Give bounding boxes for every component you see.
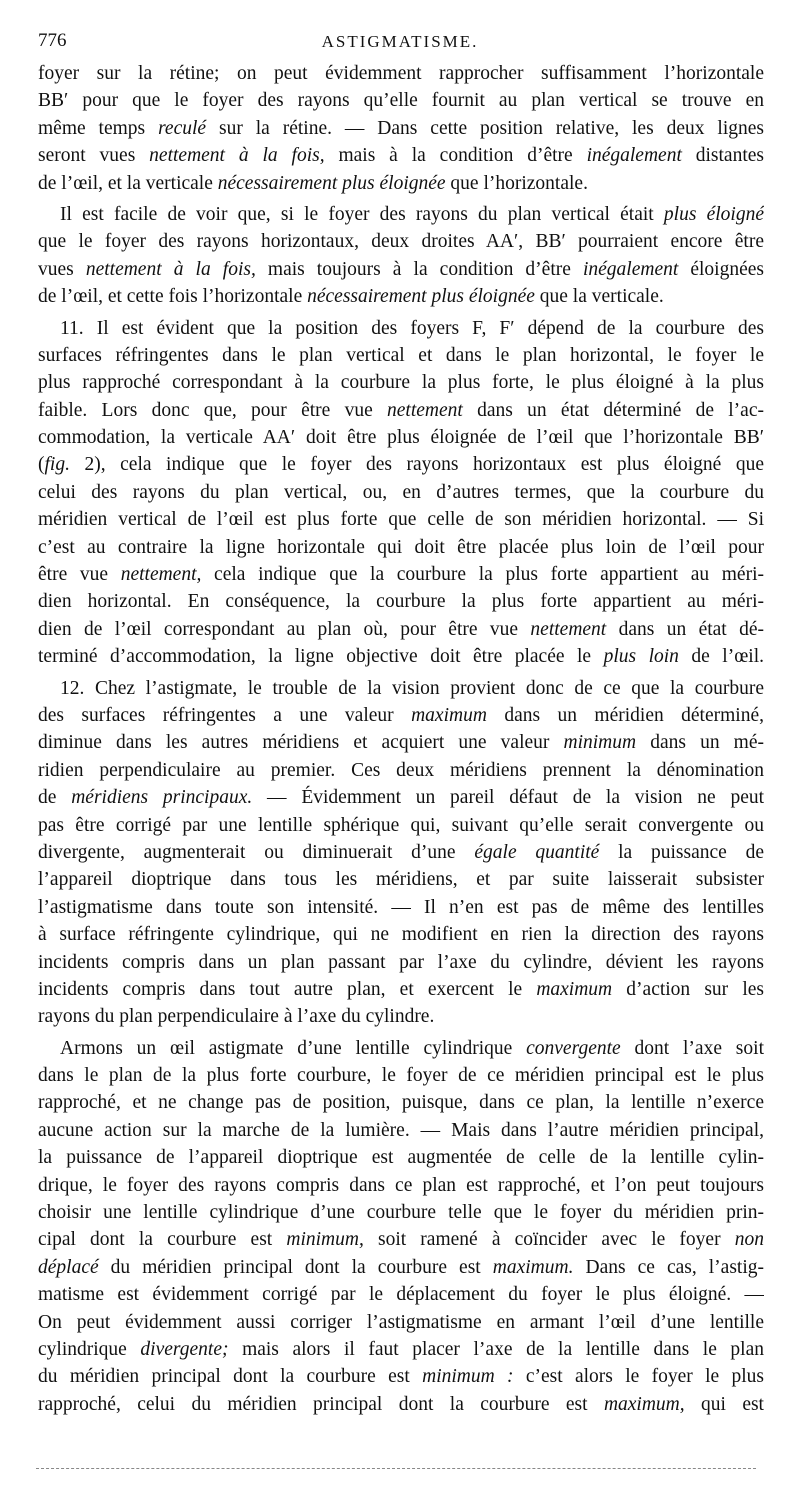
text-line <box>38 1226 764 1253</box>
text-span: seront vues <box>38 145 150 167</box>
text-line <box>38 506 764 533</box>
italic-text: maximum <box>536 978 613 1000</box>
text-span: cylindrique <box>38 1338 141 1360</box>
italic-text: minimum <box>563 732 637 754</box>
text-span: c’est alors le foyer le plus <box>513 1366 764 1388</box>
text-line <box>38 397 764 424</box>
text-line <box>38 812 764 839</box>
text-span: à surface réfringente cylindrique, qui ne modifient en rien la direction des rayons <box>38 924 764 946</box>
italic-text: maximum <box>411 704 487 726</box>
text-line <box>38 1035 764 1062</box>
text-span: diminue dans les autres méridiens et acquiert une valeur <box>38 732 564 754</box>
italic-text: fig. <box>44 454 70 476</box>
text-line <box>38 1336 764 1363</box>
text-line <box>38 479 764 506</box>
text-span: dans un état dé- <box>606 618 764 640</box>
text-line <box>38 115 764 142</box>
text-line <box>38 588 764 615</box>
text-line <box>38 142 764 169</box>
text-line <box>38 1172 764 1199</box>
italic-text: nettement <box>530 618 607 640</box>
italic-text: méridiens principaux. <box>71 787 253 809</box>
text-span: dien horizontal. En conséquence, la courbure la plus forte appartient au méri- <box>38 591 764 613</box>
text-span: celui des rayons du plan vertical, ou, en d’autres termes, que la courbure du <box>38 481 764 503</box>
text-line <box>38 424 764 451</box>
text-line <box>38 675 764 702</box>
text-span: incidents compris dans tout autre plan, et exercent le <box>38 978 537 1000</box>
text-line <box>38 1363 764 1390</box>
text-span: soit ramené à coïncider avec le foyer <box>363 1229 735 1251</box>
footer-rule <box>36 1468 756 1469</box>
text-line <box>38 283 764 310</box>
text-line <box>38 342 764 369</box>
text-line <box>38 228 764 255</box>
text-span: vues <box>38 258 86 280</box>
text-line <box>38 729 764 756</box>
text-span: éloignées <box>678 258 764 280</box>
text-line <box>38 87 764 114</box>
text-line <box>38 451 764 478</box>
text-span: dien de l’œil correspondant au plan où, pour être vue <box>38 618 531 640</box>
text-line <box>38 839 764 866</box>
text-line <box>38 757 764 784</box>
text-line <box>38 1391 764 1418</box>
text-span: 2), cela indique que le foyer des rayons horizontaux est plus éloigné que <box>69 454 764 476</box>
text-span: cipal dont la courbure est <box>38 1229 287 1251</box>
text-line <box>38 894 764 921</box>
text-span: pas être corrigé par une lentille sphérique qui, suivant qu’elle serait convergente ou <box>38 814 764 836</box>
text-span: 12. Chez l’astigmate, le trouble de la vision provient donc de ce que la courbure <box>60 677 764 699</box>
text-span: On peut évidemment aussi corriger l’astigmatisme en armant l’œil d’une lentille <box>38 1311 764 1333</box>
text-span: 11. Il est évident que la position des foyers F, F′ dépend de la courbure des <box>60 317 764 339</box>
text-line <box>38 1281 764 1308</box>
text-line <box>38 1309 764 1336</box>
text-line <box>38 921 764 948</box>
text-span: divergente, augmenterait ou diminuerait d’une <box>38 841 475 863</box>
text-span: du méridien principal dont la courbure est <box>98 1256 493 1278</box>
text-line <box>38 1254 764 1281</box>
italic-text: reculé <box>158 117 207 139</box>
text-line <box>38 60 764 87</box>
italic-text: convergente <box>526 1037 621 1059</box>
text-line <box>38 1089 764 1116</box>
text-line <box>38 1199 764 1226</box>
text-span: commodation, la verticale AA′ doit être plus éloignée de l’œil que l’horizontale BB′ <box>38 427 764 449</box>
text-line <box>38 616 764 643</box>
text-line <box>38 256 764 283</box>
text-line <box>38 1003 764 1030</box>
text-line <box>38 534 764 561</box>
text-span: de l’œil. <box>678 646 764 668</box>
text-span: être vue <box>38 564 121 586</box>
text-span: incidents compris dans un plan passant par l’axe du cylindre, dévient les rayons <box>38 951 764 973</box>
text-span: dans le plan de la plus forte courbure, le foyer de ce méridien principal est le plus <box>38 1065 764 1087</box>
text-line <box>38 201 764 228</box>
text-span: matisme est évidemment corrigé par le déplacement du foyer le plus éloigné. — <box>38 1284 764 1306</box>
text-line <box>38 369 764 396</box>
text-line <box>38 1117 764 1144</box>
text-span: sur la rétine. — Dans cette position relative, les deux lignes <box>206 117 764 139</box>
text-span: rapproché, et ne change pas de position, puisque, dans ce plan, la lentille n’exerce <box>38 1092 764 1114</box>
running-title: ASTIGMATISME. <box>321 32 479 51</box>
text-line <box>38 949 764 976</box>
italic-text: nettement, <box>120 564 202 586</box>
text-span: dans un mé- <box>636 732 764 754</box>
italic-text: non <box>734 1229 764 1251</box>
text-span: la puissance de l’appareil dioptrique est augmentée de celle de la lentille cylin- <box>38 1147 764 1169</box>
italic-text: nécessairement plus éloignée <box>307 286 535 308</box>
text-span: l’astigmatisme dans toute son intensité. — Il n’en est pas de même des lentilles <box>38 896 764 918</box>
text-line <box>38 170 764 197</box>
text-span: drique, le foyer des rayons compris dans ce plan est rapproché, et l’on peut toujours <box>38 1174 764 1196</box>
text-span: cela indique que la courbure la plus forte appartient au méri- <box>201 564 764 586</box>
text-span: foyer sur la rétine; on peut évidemment rapprocher suffisamment l’horizontale <box>38 63 764 84</box>
text-span: c’est au contraire la ligne horizontale qui doit être placée plus loin de l’œil pour <box>38 536 764 558</box>
text-span: faible. Lors donc que, pour être vue <box>38 399 388 421</box>
text-span: même temps <box>38 117 159 139</box>
text-span: mais alors il faut placer l’axe de la lentille dans le plan <box>228 1338 764 1360</box>
italic-text: nécessairement plus éloignée <box>217 172 446 194</box>
text-line <box>38 1144 764 1171</box>
text-span: — Évidemment un pareil défaut de la vision ne peut <box>252 787 764 809</box>
text-span: qui est <box>684 1393 764 1415</box>
text-span: dont l’axe soit <box>620 1037 764 1059</box>
text-span: du méridien principal dont la courbure est <box>38 1366 423 1388</box>
page-number: 776 <box>38 30 67 51</box>
text-span: la puissance de <box>599 841 764 863</box>
text-span: de l’œil, et cette fois l’horizontale <box>38 286 308 308</box>
text-span: rayons du plan perpendiculaire à l’axe du cylindre. <box>38 1006 435 1028</box>
text-span: méridien vertical de l’œil est plus forte que celle de son méridien horizontal. — Si <box>38 509 764 531</box>
text-line <box>38 561 764 588</box>
text-span: de <box>38 787 72 809</box>
italic-text: nettement à la fois, <box>85 258 256 280</box>
italic-text: égale quantité <box>474 841 600 863</box>
text-line <box>38 315 764 342</box>
text-span: dans un état déterminé de l’ac- <box>462 399 764 421</box>
text-span: que la verticale. <box>534 286 664 308</box>
italic-text: nettement <box>387 399 463 421</box>
text-span: rapproché, celui du méridien principal dont la courbure est <box>38 1393 604 1415</box>
text-line <box>38 643 764 670</box>
italic-text: minimum, <box>286 1229 364 1251</box>
text-span: dans un méridien déterminé, <box>486 704 764 726</box>
italic-text: plus éloigné <box>663 203 764 225</box>
italic-text: divergente; <box>140 1338 229 1360</box>
text-span: que le foyer des rayons horizontaux, deux droites AA′, BB′ pourraient encore être <box>38 231 764 253</box>
text-line <box>38 976 764 1003</box>
italic-text: inégalement <box>582 258 679 280</box>
italic-text: maximum. <box>492 1256 574 1278</box>
text-span: Il est facile de voir que, si le foyer des rayons du plan vertical était <box>60 203 664 225</box>
italic-text: maximum, <box>603 1393 685 1415</box>
text-line <box>38 866 764 893</box>
italic-text: nettement à la fois, <box>149 145 325 167</box>
text-line <box>38 702 764 729</box>
text-span: ( <box>38 454 45 476</box>
page-header <box>38 30 762 56</box>
text-span: choisir une lentille cylindrique d’une courbure telle que le foyer du méridien prin- <box>38 1202 764 1224</box>
text-span: aucune action sur la marche de la lumière. — Mais dans l’autre méridien principal, <box>38 1119 764 1141</box>
text-span: Dans ce cas, l’astig- <box>573 1256 764 1278</box>
italic-text: plus loin <box>603 646 679 668</box>
text-line <box>38 1062 764 1089</box>
italic-text: minimum : <box>422 1366 514 1388</box>
text-span: ridien perpendiculaire au premier. Ces deux méridiens prennent la dénomination <box>38 759 764 781</box>
italic-text: déplacé <box>38 1256 99 1278</box>
text-span: mais à la condition d’être <box>324 145 587 167</box>
text-span: distantes <box>681 145 764 167</box>
text-span: mais toujours à la condition d’être <box>255 258 583 280</box>
body-text <box>38 60 764 1418</box>
text-span: surfaces réfringentes dans le plan vertical et dans le plan horizontal, le foyer le <box>38 344 764 366</box>
text-line <box>38 784 764 811</box>
text-span: d’action sur les <box>612 978 764 1000</box>
text-span: terminé d’accommodation, la ligne objective doit être placée le <box>38 646 604 668</box>
text-span: BB′ pour que le foyer des rayons qu’elle fournit au plan vertical se trouve en <box>38 90 764 112</box>
text-span: plus rapproché correspondant à la courbure la plus forte, le plus éloigné à la plus <box>38 372 764 394</box>
text-span: des surfaces réfringentes a une valeur <box>38 704 412 726</box>
text-span: Armons un œil astigmate d’une lentille cylindrique <box>60 1037 527 1059</box>
text-span: l’appareil dioptrique dans tous les méridiens, et par suite laisserait subsister <box>38 869 764 891</box>
italic-text: inégalement <box>586 145 682 167</box>
text-span: que l’horizontale. <box>445 172 588 194</box>
text-span: de l’œil, et la verticale <box>38 172 218 194</box>
